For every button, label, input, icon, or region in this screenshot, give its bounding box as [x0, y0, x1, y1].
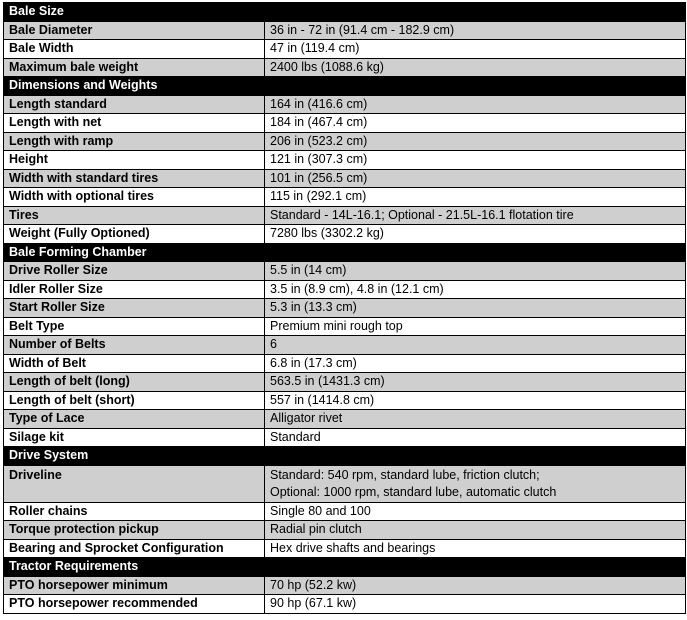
- spec-row-length-with-ramp: [4, 132, 686, 151]
- spec-label: Length of belt (long): [4, 373, 265, 392]
- spec-row-driveline: [4, 465, 686, 502]
- spec-row-bale-width: [4, 40, 686, 59]
- spec-value: 164 in (416.6 cm): [265, 95, 686, 114]
- spec-row-idler-roller-size: [4, 280, 686, 299]
- spec-label: Width with standard tires: [4, 169, 265, 188]
- spec-value: 206 in (523.2 cm): [265, 132, 686, 151]
- spec-row-width-of-belt: [4, 354, 686, 373]
- spec-value: 2400 lbs (1088.6 kg): [265, 58, 686, 77]
- spec-label: Width of Belt: [4, 354, 265, 373]
- spec-value: 184 in (467.4 cm): [265, 114, 686, 133]
- spec-row-bearing-and-sprocket-configuration: [4, 539, 686, 558]
- spec-label: Height: [4, 151, 265, 170]
- spec-value-line: Optional: 1000 rpm, standard lube, automatic clutch: [270, 485, 557, 499]
- spec-value: 6.8 in (17.3 cm): [265, 354, 686, 373]
- spec-label: Number of Belts: [4, 336, 265, 355]
- spec-label: Bale Diameter: [4, 21, 265, 40]
- section-header-blank-cell: [265, 558, 686, 577]
- spec-label: Start Roller Size: [4, 299, 265, 318]
- spec-row-pto-horsepower-recommended: [4, 595, 686, 614]
- spec-value: 70 hp (52.2 kw): [265, 576, 686, 595]
- section-header-blank-cell: [265, 243, 686, 262]
- spec-label: Drive Roller Size: [4, 262, 265, 281]
- spec-value: Radial pin clutch: [265, 521, 686, 540]
- spec-row-belt-type: [4, 317, 686, 336]
- spec-value: 115 in (292.1 cm): [265, 188, 686, 207]
- spec-row-bale-diameter: [4, 21, 686, 40]
- spec-row-length-standard: [4, 95, 686, 114]
- spec-label: Silage kit: [4, 428, 265, 447]
- spec-value: Alligator rivet: [265, 410, 686, 429]
- spec-value: 101 in (256.5 cm): [265, 169, 686, 188]
- spec-value: Single 80 and 100: [265, 502, 686, 521]
- spec-label: Bearing and Sprocket Configuration: [4, 539, 265, 558]
- spec-value: Hex drive shafts and bearings: [265, 539, 686, 558]
- spec-label: Torque protection pickup: [4, 521, 265, 540]
- section-title: Drive System: [4, 447, 265, 466]
- section-title: Tractor Requirements: [4, 558, 265, 577]
- spec-row-torque-protection-pickup: [4, 521, 686, 540]
- spec-label: Bale Width: [4, 40, 265, 59]
- spec-label: Length with ramp: [4, 132, 265, 151]
- spec-label: Roller chains: [4, 502, 265, 521]
- spec-value: Standard: [265, 428, 686, 447]
- spec-row-roller-chains: [4, 502, 686, 521]
- spec-label: Belt Type: [4, 317, 265, 336]
- spec-value: 36 in - 72 in (91.4 cm - 182.9 cm): [265, 21, 686, 40]
- spec-row-width-with-optional-tires: [4, 188, 686, 207]
- spec-value: Standard - 14L-16.1; Optional - 21.5L-16.1 flotation tire: [265, 206, 686, 225]
- spec-row-length-of-belt-short: [4, 391, 686, 410]
- section-header-blank-cell: [265, 447, 686, 466]
- spec-label: Driveline: [4, 465, 265, 502]
- section-header-dimensions-and-weights: [4, 77, 686, 96]
- spec-row-type-of-lace: [4, 410, 686, 429]
- spec-value-line: Standard: 540 rpm, standard lube, friction clutch;: [270, 467, 540, 482]
- spec-label: Length standard: [4, 95, 265, 114]
- section-header-blank-cell: [265, 3, 686, 22]
- section-title: Bale Size: [4, 3, 265, 22]
- section-header-bale-size: [4, 3, 686, 22]
- spec-label: Weight (Fully Optioned): [4, 225, 265, 244]
- spec-value: 121 in (307.3 cm): [265, 151, 686, 170]
- spec-value: Premium mini rough top: [265, 317, 686, 336]
- spec-row-silage-kit: [4, 428, 686, 447]
- spec-row-width-with-standard-tires: [4, 169, 686, 188]
- spec-row-height: [4, 151, 686, 170]
- spec-label: Width with optional tires: [4, 188, 265, 207]
- spec-label: Length of belt (short): [4, 391, 265, 410]
- spec-row-tires: [4, 206, 686, 225]
- spec-value: 5.3 in (13.3 cm): [265, 299, 686, 318]
- spec-label: Idler Roller Size: [4, 280, 265, 299]
- spec-value: 3.5 in (8.9 cm), 4.8 in (12.1 cm): [265, 280, 686, 299]
- spec-value: 5.5 in (14 cm): [265, 262, 686, 281]
- spec-row-start-roller-size: [4, 299, 686, 318]
- spec-label: Length with net: [4, 114, 265, 133]
- spec-value: 7280 lbs (3302.2 kg): [265, 225, 686, 244]
- spec-value: 90 hp (67.1 kw): [265, 595, 686, 614]
- section-header-blank-cell: [265, 77, 686, 96]
- spec-label: Type of Lace: [4, 410, 265, 429]
- section-header-drive-system: [4, 447, 686, 466]
- spec-value: 47 in (119.4 cm): [265, 40, 686, 59]
- spec-row-maximum-bale-weight: [4, 58, 686, 77]
- spec-row-number-of-belts: [4, 336, 686, 355]
- spec-value: 557 in (1414.8 cm): [265, 391, 686, 410]
- spec-value: 6: [265, 336, 686, 355]
- section-title: Bale Forming Chamber: [4, 243, 265, 262]
- spec-row-drive-roller-size: [4, 262, 686, 281]
- specifications-table: [3, 2, 686, 614]
- spec-row-weight-fully-optioned: [4, 225, 686, 244]
- spec-row-pto-horsepower-minimum: [4, 576, 686, 595]
- spec-label: PTO horsepower recommended: [4, 595, 265, 614]
- spec-value: [265, 465, 686, 502]
- specifications-body: [4, 3, 686, 614]
- section-header-tractor-requirements: [4, 558, 686, 577]
- spec-row-length-of-belt-long: [4, 373, 686, 392]
- spec-label: Maximum bale weight: [4, 58, 265, 77]
- spec-row-length-with-net: [4, 114, 686, 133]
- spec-value: 563.5 in (1431.3 cm): [265, 373, 686, 392]
- section-title: Dimensions and Weights: [4, 77, 265, 96]
- spec-label: Tires: [4, 206, 265, 225]
- section-header-bale-forming-chamber: [4, 243, 686, 262]
- spec-label: PTO horsepower minimum: [4, 576, 265, 595]
